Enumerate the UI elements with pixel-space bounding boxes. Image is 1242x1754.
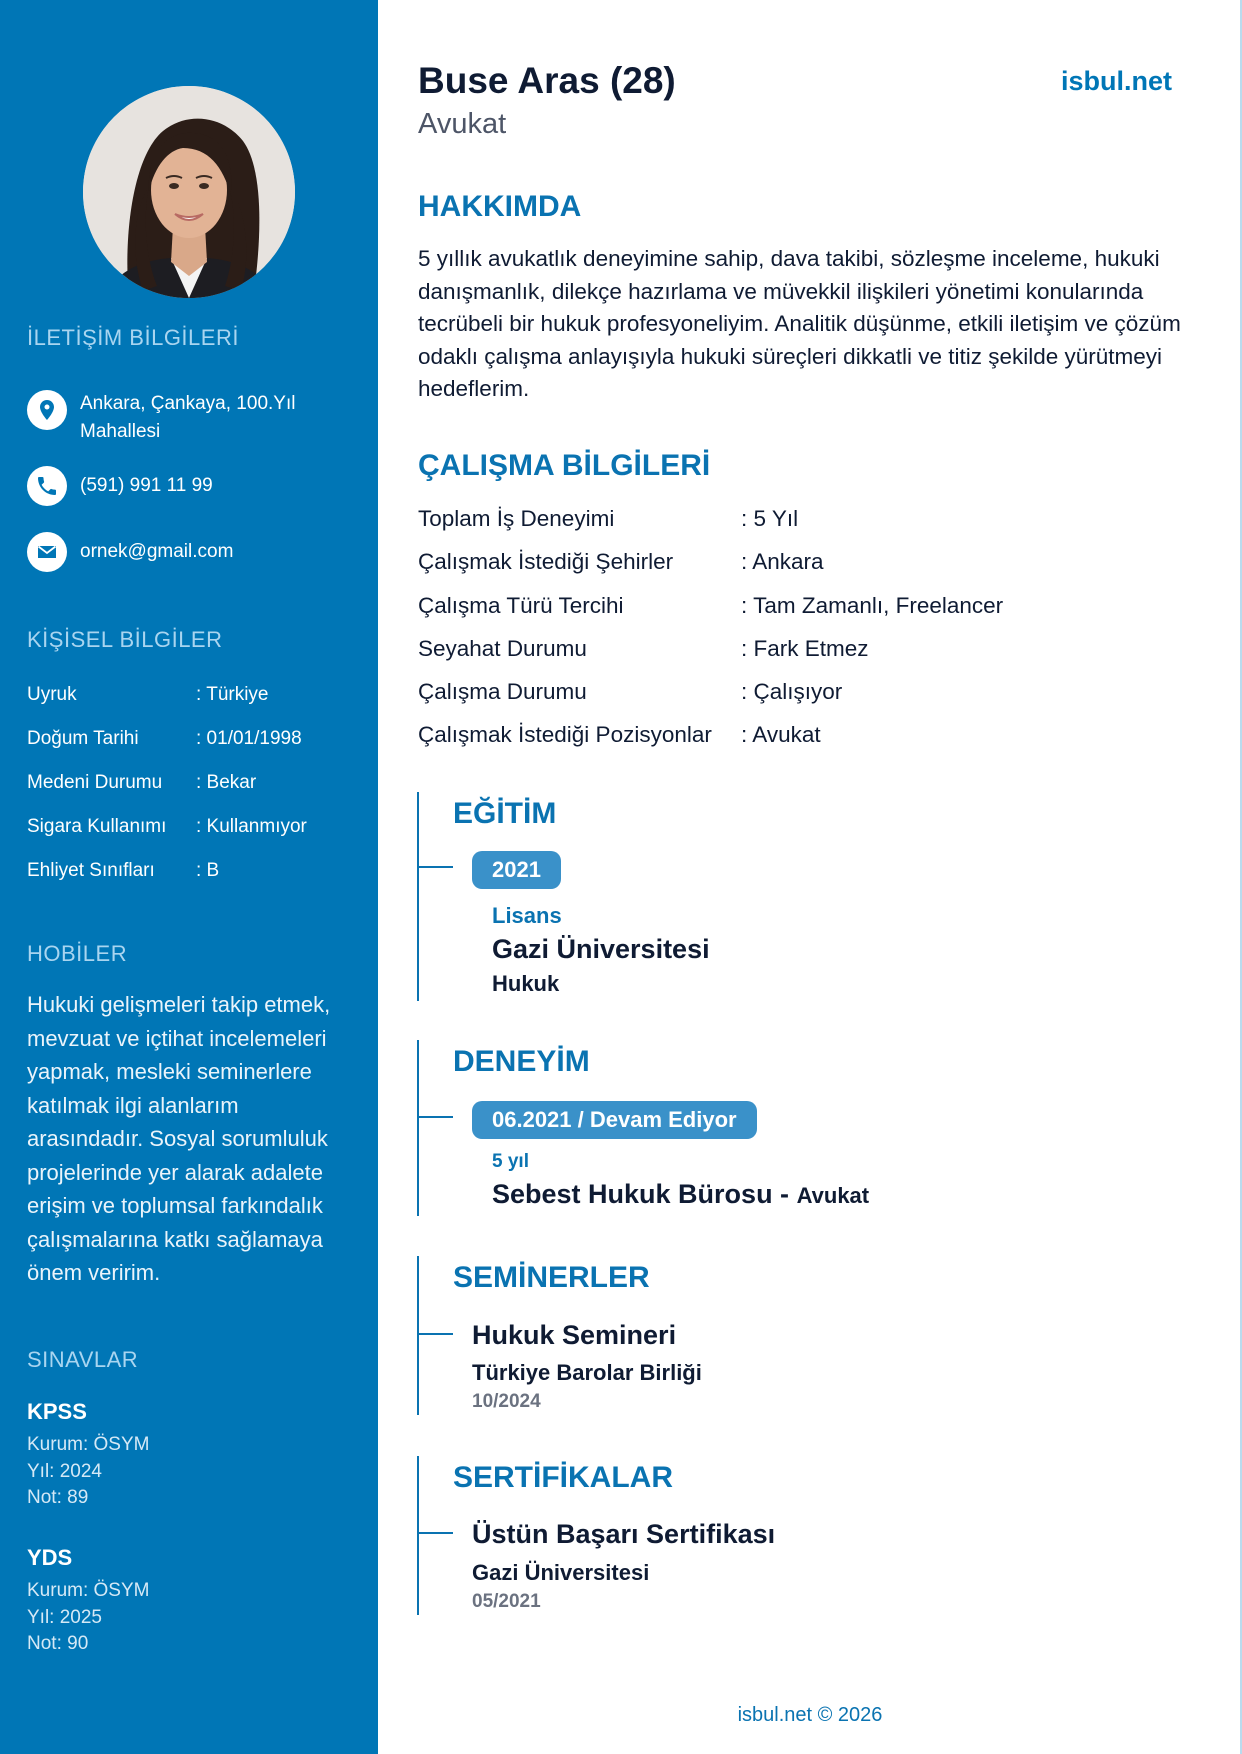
personal-label: Medeni Durumu <box>27 772 163 793</box>
exam-item <box>27 1545 149 1658</box>
certificate-title: Üstün Başarı Sertifikası <box>472 1519 776 1549</box>
work-row <box>418 722 821 748</box>
contact-phone-row <box>27 466 330 506</box>
work-row <box>418 679 842 705</box>
experience-duration: 5 yıl <box>492 1151 529 1172</box>
personal-row <box>27 728 302 750</box>
footer-copyright: isbul.net © 2026 <box>737 1704 883 1726</box>
contact-email: ornek@gmail.com <box>80 541 234 562</box>
personal-row <box>27 772 256 794</box>
exam-name: KPSS <box>27 1399 87 1424</box>
work-value: : Çalışıyor <box>741 679 843 704</box>
certificates-timeline <box>417 1456 419 1615</box>
exam-item <box>27 1399 149 1512</box>
certificates-timeline-tick <box>417 1532 453 1534</box>
brand-logo[interactable]: isbul.net <box>1060 66 1172 96</box>
contact-email-row <box>27 532 330 572</box>
location-pin-icon <box>27 390 67 430</box>
contact-phone: (591) 991 11 99 <box>80 475 213 496</box>
work-row <box>418 593 1003 619</box>
work-row <box>418 549 824 575</box>
seminars-timeline <box>417 1256 419 1415</box>
personal-label: Doğum Tarihi <box>27 728 139 749</box>
work-value: : Avukat <box>741 722 821 747</box>
work-value: : Fark Etmez <box>741 636 869 661</box>
work-label: Çalışmak İstediği Pozisyonlar <box>418 722 712 747</box>
education-school: Gazi Üniversitesi <box>492 934 710 964</box>
contact-heading: İLETİŞİM BİLGİLERİ <box>27 325 239 350</box>
experience-role: Avukat <box>796 1183 870 1208</box>
personal-value: : B <box>196 860 220 881</box>
experience-period-badge: 06.2021 / Devam Ediyor <box>472 1101 757 1139</box>
exam-score: Not: 89 <box>27 1487 89 1508</box>
seminars-timeline-tick <box>417 1333 453 1335</box>
personal-value: : Türkiye <box>196 684 269 705</box>
personal-label: Sigara Kullanımı <box>27 816 167 837</box>
exam-institution: Kurum: ÖSYM <box>27 1434 150 1455</box>
certificate-organization: Gazi Üniversitesi <box>472 1560 650 1585</box>
contact-address: Ankara, Çankaya, 100.Yıl Mahallesi <box>80 393 296 442</box>
education-degree: Lisans <box>492 903 562 928</box>
exams-heading: SINAVLAR <box>27 1347 139 1372</box>
experience-heading: DENEYİM <box>453 1045 590 1078</box>
personal-value: : Kullanmıyor <box>196 816 307 837</box>
experience-company: Sebest Hukuk Bürosu - <box>492 1179 790 1209</box>
about-text: 5 yıllık avukatlık deneyimine sahip, dava takibi, sözleşme inceleme, hukuki danışmanlık, dilekçe hazırlama ve müvekkil ilişkileri yönetimi konularında tecrübeli bir hukuk profesyoneliyim. Analitik düşünme, etkili iletişim ve çözüm odaklı çalışma anlayışıyla hukuki süreçleri dikkatli ve titiz şekilde yürütmeyi hedeflerim. <box>418 246 1181 401</box>
education-year-badge: 2021 <box>472 851 561 889</box>
work-label: Çalışmak İstediği Şehirler <box>418 549 674 574</box>
hobbies-heading: HOBİLER <box>27 941 128 966</box>
work-value: : Tam Zamanlı, Freelancer <box>741 593 1004 618</box>
profile-photo <box>83 86 295 298</box>
about-heading: HAKKIMDA <box>418 190 582 223</box>
experience-timeline <box>417 1040 419 1216</box>
personal-value: : Bekar <box>196 772 257 793</box>
work-heading: ÇALIŞMA BİLGİLERİ <box>418 449 711 482</box>
hobbies-text: Hukuki gelişmeleri takip etmek, mevzuat ve içtihat incelemeleri yapmak, mesleki seminerlere katılmak ilgi alanlarım arasındadır. Sosyal sorumluluk projelerinde yer alarak adalete erişim ve toplumsal farkındalık çalışmalarına katkı sağlamaya önem veririm. <box>27 992 331 1285</box>
work-value: : 5 Yıl <box>741 506 799 531</box>
education-heading: EĞİTİM <box>453 797 557 830</box>
education-department: Hukuk <box>492 971 560 996</box>
seminars-heading: SEMİNERLER <box>453 1261 650 1294</box>
exam-institution: Kurum: ÖSYM <box>27 1580 150 1601</box>
profile-photo-image <box>83 86 295 298</box>
work-label: Toplam İş Deneyimi <box>418 506 615 531</box>
personal-heading: KİŞİSEL BİLGİLER <box>27 627 223 652</box>
exam-year: Yıl: 2024 <box>27 1460 102 1482</box>
experience-timeline-tick <box>417 1116 453 1118</box>
candidate-name: Buse Aras (28) <box>418 60 676 101</box>
personal-row <box>27 816 307 838</box>
exam-year: Yıl: 2025 <box>27 1606 102 1628</box>
seminar-organization: Türkiye Barolar Birliği <box>472 1360 702 1385</box>
work-row <box>418 636 869 662</box>
personal-label: Ehliyet Sınıfları <box>27 860 155 881</box>
email-icon <box>27 532 67 572</box>
personal-row <box>27 860 219 882</box>
contact-address-row <box>27 390 330 446</box>
candidate-title: Avukat <box>418 108 507 140</box>
personal-label: Uyruk <box>27 684 77 705</box>
personal-row <box>27 684 269 706</box>
phone-icon <box>27 466 67 506</box>
seminar-date: 10/2024 <box>472 1391 541 1412</box>
certificate-date: 05/2021 <box>472 1591 541 1612</box>
education-timeline-tick <box>417 866 453 868</box>
education-timeline <box>417 792 419 1001</box>
exam-name: YDS <box>27 1545 73 1570</box>
certificates-heading: SERTİFİKALAR <box>453 1461 673 1494</box>
work-label: Seyahat Durumu <box>418 636 587 661</box>
work-label: Çalışma Durumu <box>418 679 587 704</box>
seminar-title: Hukuk Semineri <box>472 1320 677 1350</box>
work-row <box>418 506 798 532</box>
experience-entry <box>492 1179 869 1210</box>
exam-score: Not: 90 <box>27 1633 89 1654</box>
main-content <box>378 0 1242 1754</box>
personal-value: : 01/01/1998 <box>196 728 302 749</box>
sidebar <box>0 0 378 1754</box>
work-label: Çalışma Türü Tercihi <box>418 593 624 618</box>
work-value: : Ankara <box>741 549 824 574</box>
